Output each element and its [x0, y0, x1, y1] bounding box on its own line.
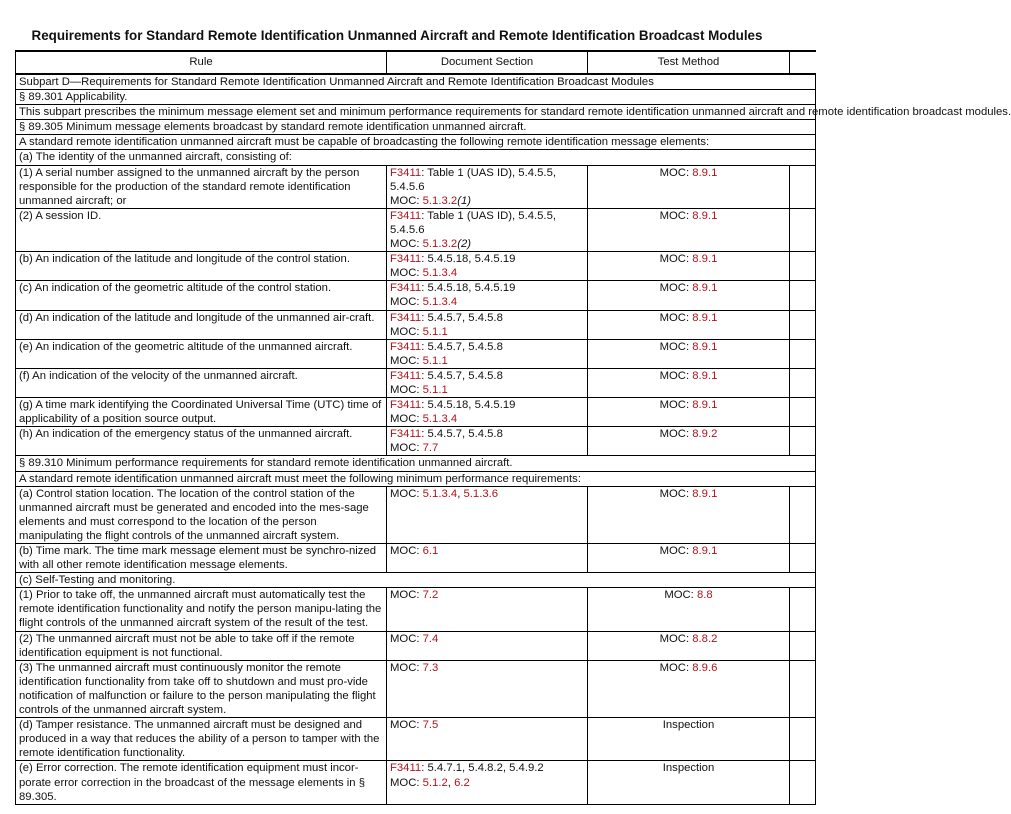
- section-text: This subpart prescribes the minimum message element set and minimum performance requirements for standard remote identification unmanned aircraft and remote identification broadcast modules.: [16, 105, 816, 120]
- cell-text: MOC:: [390, 325, 423, 338]
- cell-text: MOC:: [390, 661, 423, 674]
- cell-text: : 5.4.5.7, 5.4.5.8: [421, 340, 503, 353]
- document-section-cell: [387, 252, 588, 281]
- reference-link[interactable]: F3411: [390, 369, 422, 382]
- cell-text: MOC:: [659, 487, 693, 500]
- section-text: (c) Self-Testing and monitoring.: [16, 573, 816, 588]
- document-section-cell: [387, 310, 588, 339]
- header-row: [16, 51, 816, 74]
- table-row: [16, 761, 816, 804]
- cell-text: MOC:: [659, 340, 693, 353]
- test-method-cell: [588, 398, 790, 427]
- test-method-cell: [588, 544, 790, 573]
- rule-cell: (2) The unmanned aircraft must not be able to take off if the remote identification equipment is not functional.: [16, 631, 387, 660]
- document-section-cell: [387, 486, 588, 543]
- cell-text: MOC:: [390, 545, 423, 557]
- document-section-cell: [387, 631, 588, 660]
- cell-text: MOC:: [659, 399, 693, 412]
- reference-link[interactable]: F3411: [390, 282, 422, 295]
- table-row: [16, 544, 816, 573]
- rule-cell: (c) An indication of the geometric altitude of the control station.: [16, 281, 387, 310]
- reference-link[interactable]: 8.8: [696, 589, 713, 602]
- reference-link[interactable]: 5.1.3.2: [422, 194, 458, 207]
- reference-link[interactable]: 7.4: [422, 632, 439, 645]
- table-row: [16, 120, 816, 135]
- reference-link[interactable]: 7.2: [422, 589, 439, 602]
- header-document-section: Document Section: [387, 51, 588, 74]
- cell-text: MOC:: [390, 632, 423, 645]
- reference-link[interactable]: F3411: [390, 340, 422, 353]
- cell-text: MOC:: [390, 354, 423, 367]
- cell-text: MOC:: [390, 442, 423, 455]
- reference-link[interactable]: 5.1.3.4: [422, 267, 458, 280]
- reference-link[interactable]: 8.9.1: [692, 209, 718, 222]
- table-body: [16, 74, 1011, 804]
- cell-text: MOC:: [659, 166, 693, 179]
- rule-cell: (3) The unmanned aircraft must continuously monitor the remote identification functionality from take off to shutdown and must pro-vide notification of malfunction or failure to the person manipulating the flight controls of the unmanned aircraft system.: [16, 660, 387, 717]
- reference-link[interactable]: 8.9.1: [692, 369, 718, 382]
- test-method-cell: [588, 165, 790, 208]
- reference-link[interactable]: F3411: [390, 762, 422, 775]
- extra-cell: [790, 631, 816, 660]
- reference-link[interactable]: 5.1.1: [422, 325, 448, 338]
- rule-cell: (d) Tamper resistance. The unmanned aircraft must be designed and produced in a way that reduces the ability of a person to tamper with the remote identification functionality.: [16, 718, 387, 761]
- test-method-cell: [588, 310, 790, 339]
- cell-text: MOC:: [659, 661, 693, 674]
- reference-link[interactable]: F3411: [390, 253, 422, 266]
- table-row: [16, 573, 816, 588]
- test-method-cell: [588, 631, 790, 660]
- section-text: § 89.310 Minimum performance requirements for standard remote identification unmanned aircraft.: [16, 456, 816, 471]
- cell-text: : 5.4.7.1, 5.4.8.2, 5.4.9.2: [421, 762, 544, 775]
- reference-link[interactable]: 8.8.2: [692, 632, 718, 645]
- extra-cell: [790, 660, 816, 717]
- reference-link[interactable]: F3411: [390, 166, 422, 179]
- document-section-cell: [387, 544, 588, 573]
- cell-text: MOC:: [664, 589, 697, 602]
- cell-text: MOC:: [390, 296, 423, 309]
- reference-link[interactable]: 5.1.3.4: [422, 413, 458, 426]
- section-text: § 89.301 Applicability.: [16, 90, 816, 105]
- document-section-cell: [387, 588, 588, 631]
- table-row: [16, 339, 816, 368]
- cell-text: MOC:: [659, 632, 693, 645]
- reference-link[interactable]: F3411: [390, 311, 422, 324]
- reference-link[interactable]: 5.1.1: [422, 383, 448, 396]
- reference-link[interactable]: 7.7: [422, 442, 439, 455]
- table-row: [16, 281, 816, 310]
- reference-link[interactable]: 8.9.1: [692, 166, 718, 179]
- cell-text: : 5.4.5.18, 5.4.5.19: [421, 253, 516, 266]
- table-row: [16, 310, 816, 339]
- test-method-cell: [588, 339, 790, 368]
- table-row: [16, 588, 816, 631]
- table-row: [16, 486, 816, 543]
- reference-link[interactable]: 5.1.3.2: [422, 238, 458, 251]
- test-method-cell: [588, 660, 790, 717]
- section-text: Subpart D—Requirements for Standard Remote Identification Unmanned Aircraft and Remote Identification Broadcast Modules: [16, 74, 816, 90]
- cell-text: : 5.4.5.7, 5.4.5.8: [421, 428, 503, 441]
- reference-link[interactable]: 7.3: [422, 661, 439, 674]
- document-section-cell: [387, 660, 588, 717]
- cell-text: MOC:: [390, 719, 423, 732]
- section-text: (a) The identity of the unmanned aircraft, consisting of:: [16, 150, 816, 165]
- reference-link[interactable]: 5.1.3.4: [422, 296, 458, 309]
- test-method-cell: [588, 252, 790, 281]
- cell-text: Inspection: [662, 719, 715, 732]
- reference-link[interactable]: 8.9.1: [692, 545, 718, 557]
- reference-link[interactable]: 8.9.1: [692, 487, 718, 500]
- cell-text: : 5.4.5.7, 5.4.5.8: [421, 369, 503, 382]
- cell-text: Inspection: [662, 762, 715, 775]
- test-method-cell: [588, 718, 790, 761]
- section-text: A standard remote identification unmanned aircraft must be capable of broadcasting the following remote identification message elements:: [16, 135, 816, 150]
- rule-cell: (h) An indication of the emergency status of the unmanned aircraft.: [16, 427, 387, 456]
- extra-cell: [790, 544, 816, 573]
- rule-cell: (2) A session ID.: [16, 208, 387, 251]
- reference-link[interactable]: 5.1.3.4: [422, 487, 458, 500]
- header-test-method: Test Method: [588, 51, 790, 74]
- table-row: [16, 252, 816, 281]
- rule-cell: (d) An indication of the latitude and longitude of the unmanned air-craft.: [16, 310, 387, 339]
- cell-text: ,: [447, 776, 455, 789]
- test-method-cell: [588, 368, 790, 397]
- document-section-cell: [387, 339, 588, 368]
- test-method-cell: [588, 208, 790, 251]
- table-row: [16, 471, 816, 486]
- table-row: [16, 398, 816, 427]
- table-row: [16, 427, 816, 456]
- cell-text: : Table 1 (UAS ID), 5.4.5.5,: [421, 166, 556, 179]
- document-section-cell: [387, 761, 588, 804]
- extra-cell: [790, 252, 816, 281]
- cell-text: MOC:: [390, 487, 423, 500]
- rule-cell: (1) Prior to take off, the unmanned aircraft must automatically test the remote identification functionality and notify the person manipu-lating the flight controls of the unmanned aircraft system of the result of the test.: [16, 588, 387, 631]
- extra-cell: [790, 281, 816, 310]
- extra-cell: [790, 165, 816, 208]
- document-section-cell: [387, 398, 588, 427]
- rule-cell: (b) An indication of the latitude and longitude of the control station.: [16, 252, 387, 281]
- rule-cell: (e) Error correction. The remote identification equipment must incor-porate error correction in the broadcast of the message elements in § 89.305.: [16, 761, 387, 804]
- document-section-cell: [387, 368, 588, 397]
- extra-cell: [790, 339, 816, 368]
- table-title: Requirements for Standard Remote Identification Unmanned Aircraft and Remote Identification Broadcast Modules: [31, 28, 763, 43]
- test-method-cell: [588, 588, 790, 631]
- document-section-cell: [387, 427, 588, 456]
- requirements-table: [15, 50, 1011, 805]
- extra-cell: [790, 718, 816, 761]
- test-method-cell: [588, 427, 790, 456]
- cell-text: (1): [457, 194, 472, 207]
- extra-cell: [790, 398, 816, 427]
- rule-cell: (f) An indication of the velocity of the unmanned aircraft.: [16, 368, 387, 397]
- reference-link[interactable]: 8.9.2: [692, 428, 718, 441]
- reference-link[interactable]: 6.2: [454, 776, 470, 789]
- test-method-cell: [588, 281, 790, 310]
- extra-cell: [790, 761, 816, 804]
- reference-link[interactable]: 7.5: [422, 719, 439, 732]
- document-section-cell: [387, 165, 588, 208]
- extra-cell: [790, 427, 816, 456]
- table-row: [16, 456, 816, 471]
- cell-text: : 5.4.5.18, 5.4.5.19: [421, 399, 516, 412]
- extra-cell: [790, 208, 816, 251]
- table-row: [16, 105, 816, 120]
- section-text: A standard remote identification unmanned aircraft must meet the following minimum performance requirements:: [16, 471, 816, 486]
- rule-cell: (1) A serial number assigned to the unmanned aircraft by the person responsible for the production of the standard remote identification unmanned aircraft; or: [16, 165, 387, 208]
- test-method-cell: [588, 761, 790, 804]
- test-method-cell: [588, 486, 790, 543]
- cell-text: 5.4.5.6: [390, 223, 425, 236]
- header-extra: [790, 51, 816, 74]
- table-row: [16, 150, 816, 165]
- table-row: [16, 718, 816, 761]
- cell-text: (2): [457, 238, 472, 251]
- cell-text: 5.4.5.6: [390, 180, 425, 193]
- document-section-cell: [387, 718, 588, 761]
- reference-link[interactable]: 8.9.6: [692, 661, 718, 674]
- cell-text: MOC:: [390, 383, 423, 396]
- rule-cell: (a) Control station location. The location of the control station of the unmanned aircraft must be generated and encoded into the mes-sage elements and must correspond to the location of the person manipulating the flight controls of the unmanned aircraft system.: [16, 486, 387, 543]
- document-section-cell: [387, 281, 588, 310]
- reference-link[interactable]: F3411: [390, 209, 422, 222]
- cell-text: MOC:: [390, 776, 423, 789]
- reference-link[interactable]: 8.9.1: [692, 399, 718, 412]
- cell-text: MOC:: [659, 545, 693, 557]
- cell-text: : 5.4.5.18, 5.4.5.19: [421, 282, 516, 295]
- cell-text: MOC:: [659, 282, 693, 295]
- cell-text: MOC:: [390, 238, 423, 251]
- cell-text: MOC:: [659, 209, 693, 222]
- extra-cell: [790, 368, 816, 397]
- reference-link[interactable]: 5.1.3.6: [463, 487, 499, 500]
- table-row: [16, 660, 816, 717]
- reference-link[interactable]: 8.9.1: [692, 253, 718, 266]
- reference-link[interactable]: F3411: [390, 399, 422, 412]
- cell-text: MOC:: [390, 267, 423, 280]
- cell-text: ,: [457, 487, 464, 500]
- reference-link[interactable]: F3411: [390, 428, 422, 441]
- cell-text: MOC:: [390, 589, 423, 602]
- reference-link[interactable]: 5.1.1: [422, 354, 448, 367]
- extra-cell: [790, 486, 816, 543]
- rule-cell: (b) Time mark. The time mark message element must be synchro-nized with all other remote identification message elements.: [16, 544, 387, 573]
- cell-text: : 5.4.5.7, 5.4.5.8: [421, 311, 503, 324]
- table-row: [16, 208, 816, 251]
- rule-cell: (e) An indication of the geometric altitude of the unmanned aircraft.: [16, 339, 387, 368]
- cell-text: : Table 1 (UAS ID), 5.4.5.5,: [421, 209, 556, 222]
- cell-text: MOC:: [659, 253, 693, 266]
- cell-text: MOC:: [659, 369, 693, 382]
- reference-link[interactable]: 8.9.1: [692, 311, 718, 324]
- table-row: [16, 90, 816, 105]
- cell-text: MOC:: [659, 311, 693, 324]
- header-rule: Rule: [16, 51, 387, 74]
- table-row: [16, 631, 816, 660]
- cell-text: MOC:: [390, 413, 423, 426]
- table-row: [16, 135, 816, 150]
- reference-link[interactable]: 8.9.1: [692, 282, 718, 295]
- table-row: [16, 368, 816, 397]
- cell-text: MOC:: [390, 194, 423, 207]
- extra-cell: [790, 588, 816, 631]
- extra-cell: [790, 310, 816, 339]
- document-section-cell: [387, 208, 588, 251]
- reference-link[interactable]: 8.9.1: [692, 340, 718, 353]
- cell-text: MOC:: [659, 428, 693, 441]
- table-row: [16, 74, 816, 90]
- reference-link[interactable]: 6.1: [422, 545, 439, 557]
- table-row: [16, 165, 816, 208]
- reference-link[interactable]: 5.1.2: [422, 776, 448, 789]
- rule-cell: (g) A time mark identifying the Coordinated Universal Time (UTC) time of applicability of a position source output.: [16, 398, 387, 427]
- section-text: § 89.305 Minimum message elements broadcast by standard remote identification unmanned aircraft.: [16, 120, 816, 135]
